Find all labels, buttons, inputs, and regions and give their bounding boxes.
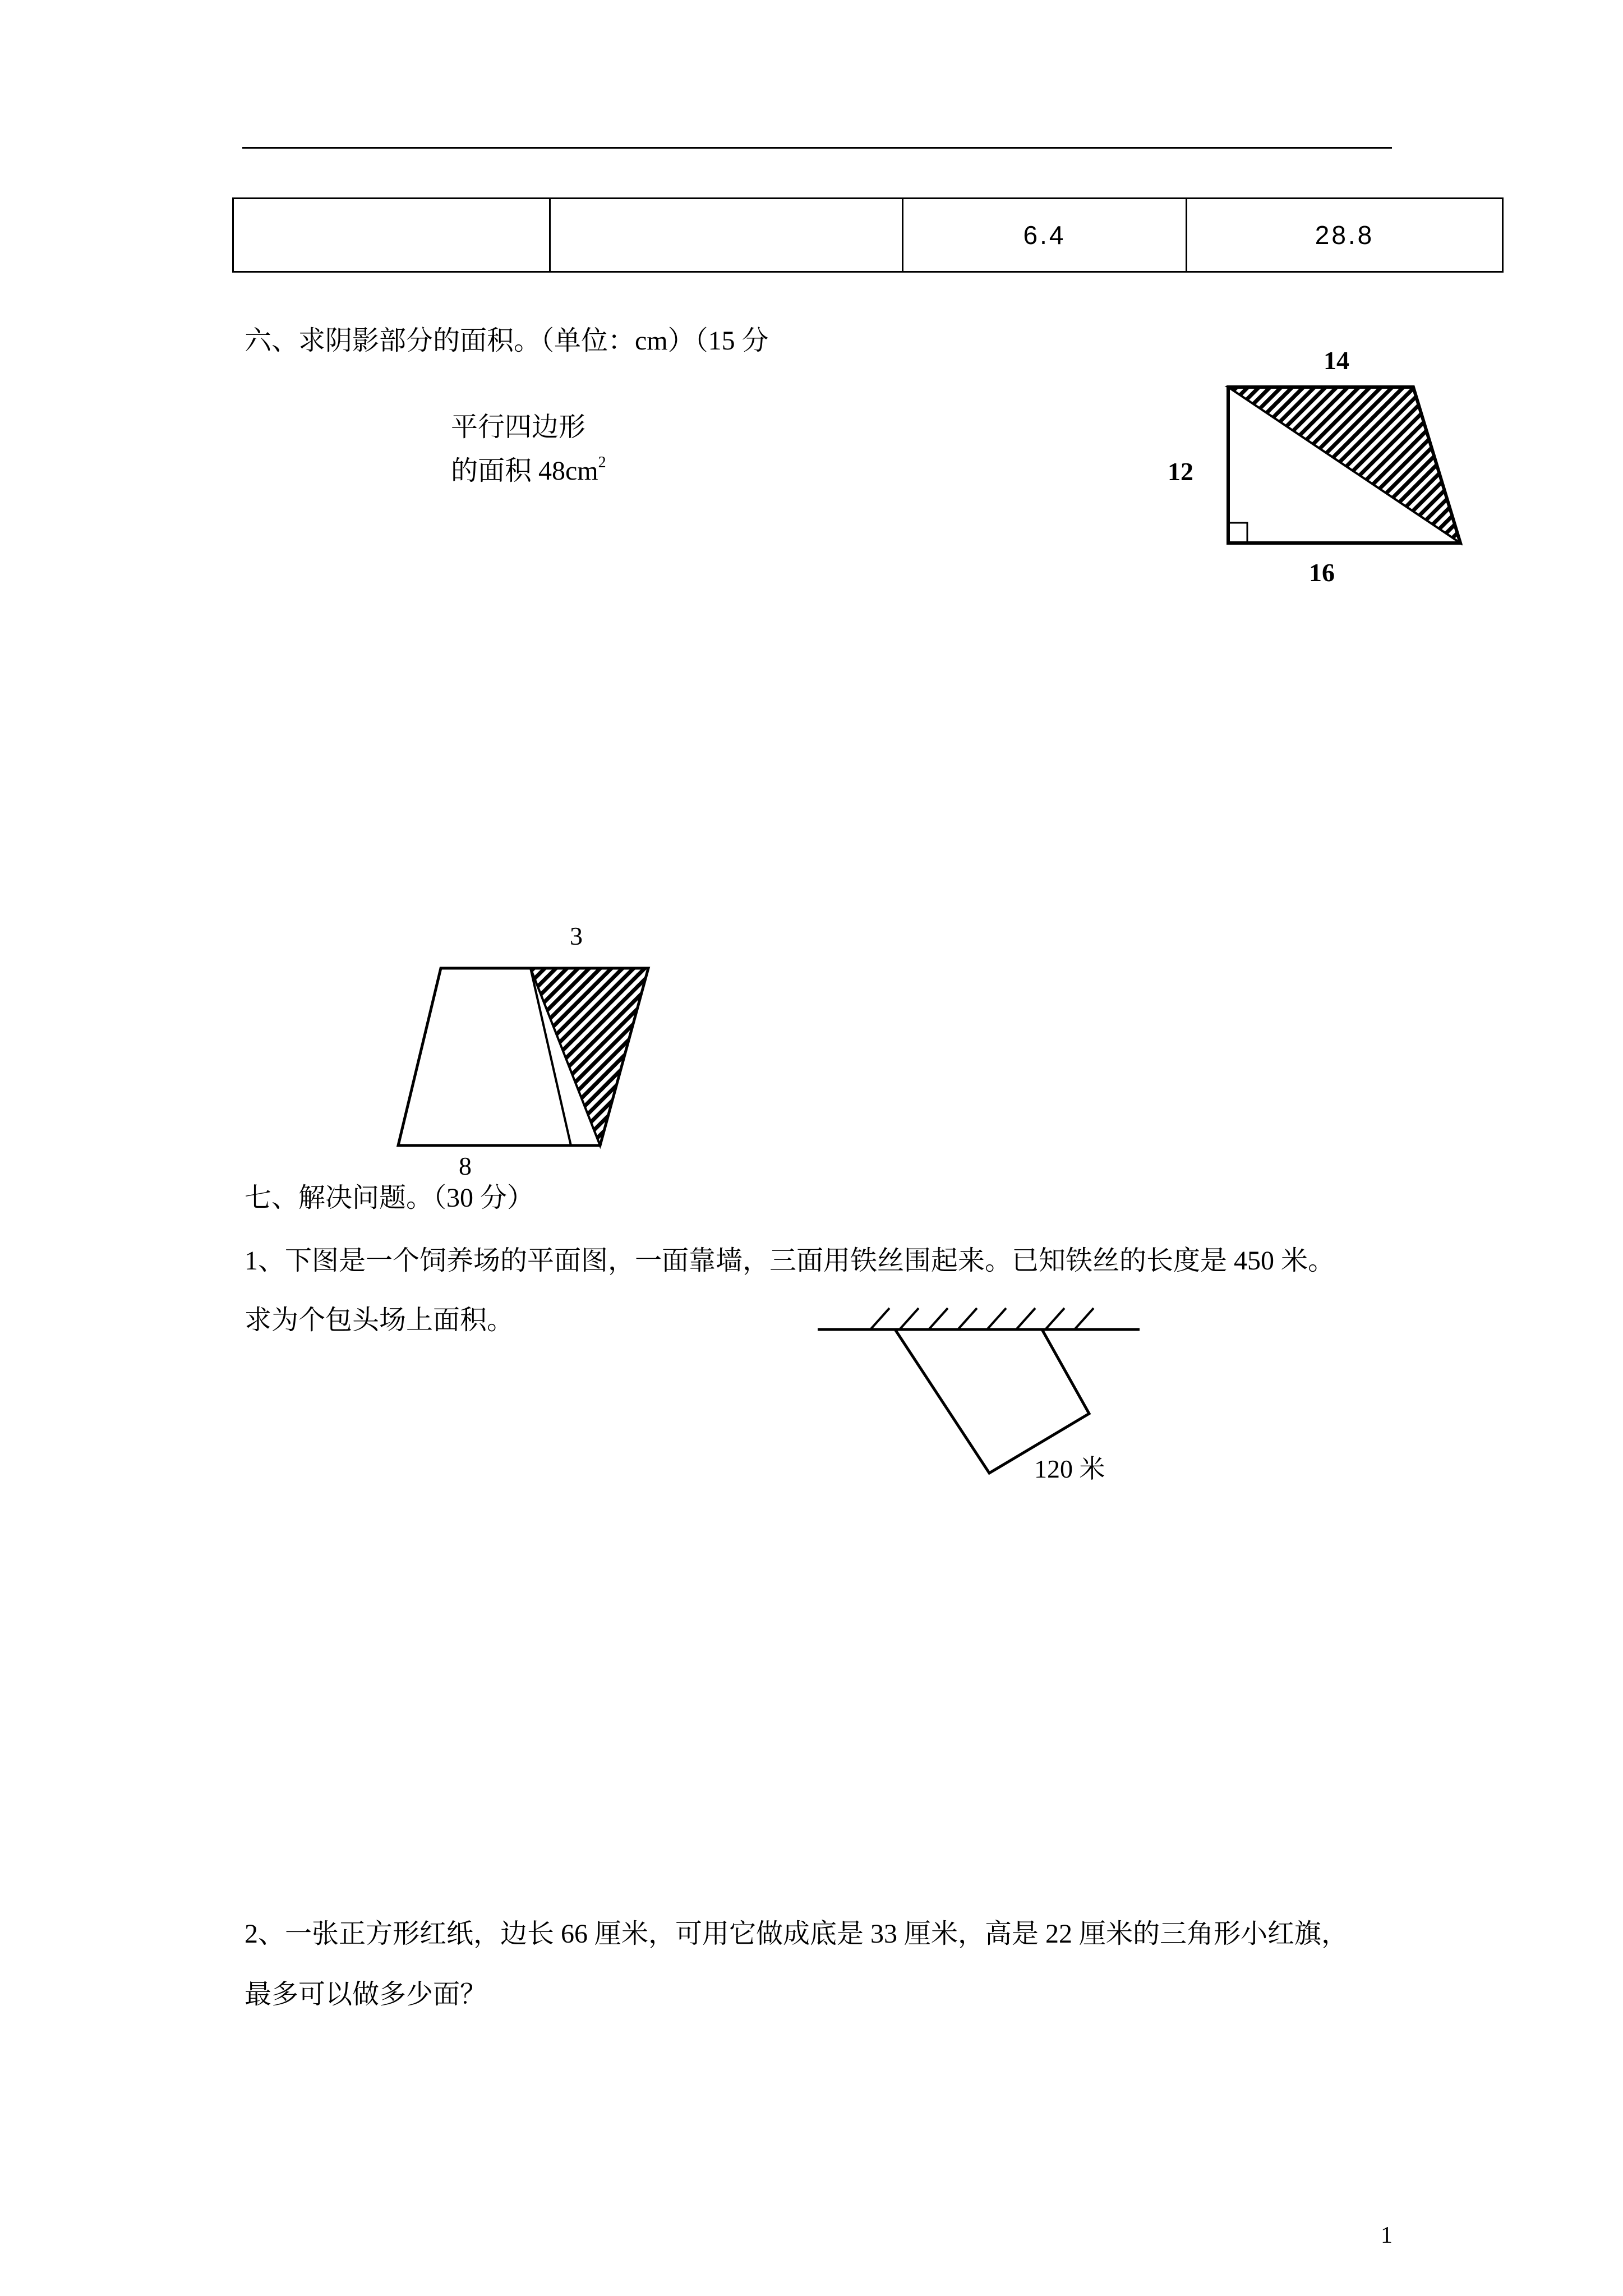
question2-line2: 最多可以做多少面？	[245, 1980, 487, 2009]
table-cell: 6.4	[903, 199, 1187, 272]
enclosure-fence	[895, 1329, 1089, 1473]
parallelogram-note-line1: 平行四边形	[451, 412, 586, 442]
page-number: 1	[1381, 2223, 1393, 2248]
question1-line1: 1、下图是一个饲养场的平面图，一面靠墙，三面用铁丝围起来。已知铁丝的长度是 450 米。	[245, 1246, 1335, 1276]
table-cell: 28.8	[1187, 199, 1503, 272]
question1-line2: 求为个包头场上面积。	[245, 1305, 514, 1335]
fig1-left-label: 12	[1168, 457, 1193, 486]
fig2-top-label: 3	[570, 922, 583, 950]
fig2-bottom-label: 8	[459, 1152, 472, 1180]
enclosure-side-label: 120 米	[1034, 1455, 1105, 1483]
question2-line1: 2、一张正方形红纸，边长 66 厘米，可用它做成底是 33 厘米，高是 22 厘米的三角形小红旗，	[245, 1919, 1349, 1949]
parallelogram-note-line2: 的面积 $48cm^2$	[451, 454, 606, 486]
section6-heading: 六、求阴影部分的面积。（单位：cm）（15 分	[245, 326, 769, 356]
wall-hatching	[870, 1308, 1094, 1329]
fig1-top-label: 14	[1324, 346, 1349, 375]
fig1-bottom-label: 16	[1309, 558, 1335, 587]
section7-heading: 七、解决问题。（30 分）	[245, 1183, 534, 1213]
